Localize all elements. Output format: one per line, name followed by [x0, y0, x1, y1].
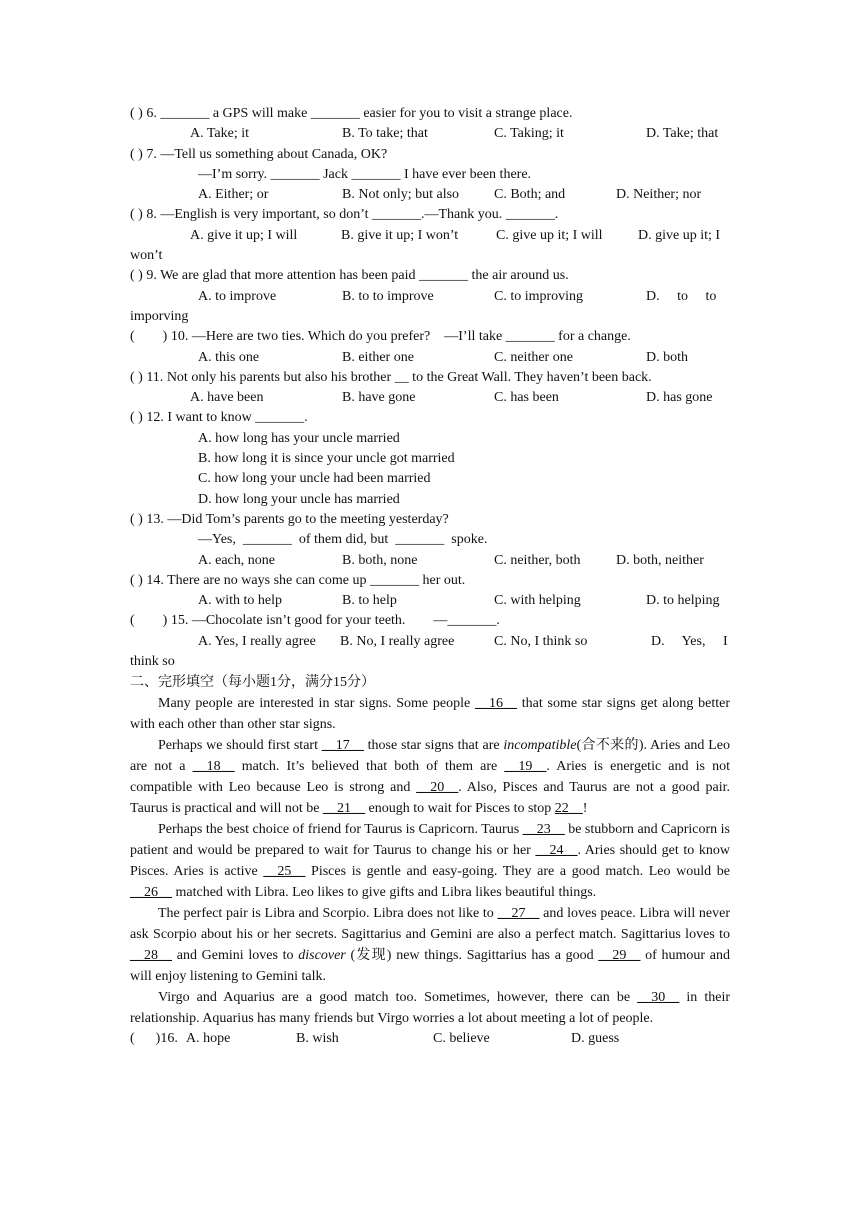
question-15: ( ) 15. —Chocolate isn’t good for your teeth. —_______.: [130, 613, 500, 629]
option-b: B. to help: [342, 593, 397, 609]
option-c: C. believe: [433, 1031, 490, 1047]
question-13-sub: —Yes, _______ of them did, but _______ spoke.: [198, 532, 488, 548]
question-9-wrap: imporving: [130, 308, 189, 324]
option-a: A. each, none: [198, 552, 275, 568]
question-14: ( ) 14. There are no ways she can come up _______ her out.: [130, 572, 466, 588]
option-c: C. neither, both: [494, 552, 581, 568]
question-6-options: [130, 124, 730, 144]
italic-term: discover: [298, 948, 346, 964]
option-d: D. give up it; I: [638, 227, 721, 243]
option-c: C. to improving: [494, 288, 584, 304]
option-c: C. with helping: [494, 593, 581, 609]
passage-paragraph-2: Perhaps we should first start __17__ those star signs that are incompatible(合不来的). Aries and Leo are not a __18__ match. It’s believed that both of them are __19__. Aries is energetic and is not compatible with Leo because Leo is strong and __20__. Also, Pisces and Taurus are not a good pair. Taurus is practical and will not be __21__ enough to wait for Pisces to stop 22__!: [130, 738, 730, 817]
option-c: C. Both; and: [494, 187, 566, 203]
option-b: B. how long it is since your uncle got married: [198, 451, 455, 467]
option-a: A. give it up; I will: [190, 227, 298, 243]
question-8-options: [130, 226, 730, 246]
blank-29: __29__: [598, 948, 641, 964]
question-15-wrap: think so: [130, 654, 175, 670]
option-d: D. to helping: [646, 593, 720, 609]
option-b: B. to to improve: [342, 288, 434, 304]
option-d: D. Yes, I: [651, 633, 728, 649]
question-11: ( ) 11. Not only his parents but also his brother __ to the Great Wall. They haven’t been back.: [130, 369, 652, 385]
question-7: ( ) 7. —Tell us something about Canada, OK?: [130, 146, 388, 162]
blank-23: __23__: [522, 822, 565, 838]
option-c: C. No, I think so: [494, 633, 588, 649]
passage-paragraph-4: The perfect pair is Libra and Scorpio. Libra does not like to __27__ and loves peace. Libra will never ask Scorpio about his or her secrets. Sagittarius and Gemini are also a perfect match. Sagittarius loves to __28__ and Gemini loves to discover (发现) new things. Sagittarius has a good __29__ of humour and will enjoy listening to Gemini talk.: [130, 906, 731, 985]
question-8-wrap: won’t: [130, 248, 163, 264]
blank-27: __27__: [497, 906, 540, 922]
option-a: A. this one: [198, 349, 260, 365]
question-7-options: [130, 185, 730, 205]
option-c: C. neither one: [494, 349, 573, 365]
question-12: ( ) 12. I want to know _______.: [130, 410, 308, 426]
blank-19: __19__: [504, 759, 547, 775]
question-13: ( ) 13. —Did Tom’s parents go to the meeting yesterday?: [130, 511, 449, 527]
question-10-options: [130, 348, 730, 368]
option-c: C. give up it; I will: [496, 227, 603, 243]
question-16: ( )16. A. hope B. wish C. believe D. guess: [130, 1029, 730, 1049]
question-7-sub: —I’m sorry. _______ Jack _______ I have ever been there.: [198, 166, 532, 182]
option-d: D. to to: [646, 288, 717, 304]
blank-28: __28__: [130, 948, 172, 964]
option-c: C. how long your uncle had been married: [198, 471, 431, 487]
blank-17: __17__: [321, 738, 364, 754]
section-2-title: 二、完形填空（每小题1分，满分15分）: [130, 675, 375, 691]
option-d: D. how long your uncle has married: [198, 491, 400, 507]
option-a: A. Yes, I really agree: [198, 633, 316, 649]
question-13-options: [130, 551, 730, 571]
blank-30: __30__: [637, 990, 680, 1006]
option-d: D. guess: [571, 1031, 620, 1047]
question-9-options: [130, 287, 730, 307]
option-b: B. No, I really agree: [340, 633, 455, 649]
question-8: ( ) 8. —English is very important, so don’t _______.—Thank you. _______.: [130, 207, 559, 223]
question-9: ( ) 9. We are glad that more attention has been paid _______ the air around us.: [130, 268, 569, 284]
blank-24: __24__: [535, 843, 578, 859]
question-14-options: [130, 591, 730, 611]
passage-paragraph-3: Perhaps the best choice of friend for Taurus is Capricorn. Taurus __23__ be stubborn and Capricorn is patient and would be prepared to wait for Taurus to change his or her __24__. Aries should get to know Pisces. Aries is active __25__ Pisces is gentle and easy-going. They are a good match. Leo would be __26__ matched with Libra. Leo likes to give gifts and Libra likes beautiful things.: [130, 822, 730, 901]
option-b: B. both, none: [342, 552, 418, 568]
option-a: A. to improve: [198, 288, 277, 304]
blank-21: __21__: [323, 801, 366, 817]
blank-22: 22__: [554, 801, 583, 817]
passage-paragraph-1: Many people are interested in star signs. Some people __16__ that some star signs get along better with each other than other star signs.: [130, 696, 730, 733]
option-b: B. either one: [342, 349, 414, 365]
option-d: D. both: [646, 349, 688, 365]
option-c: C. Taking; it: [494, 126, 564, 142]
option-b: B. Not only; but also: [342, 187, 460, 203]
blank-20: __20__: [416, 780, 459, 796]
option-a: A. Either; or: [198, 187, 269, 203]
option-d: D. both, neither: [616, 552, 704, 568]
option-c: C. has been: [494, 390, 559, 406]
option-d: D. Neither; nor: [616, 187, 702, 203]
question-15-options: [130, 632, 730, 652]
option-a: A. Take; it: [190, 126, 250, 142]
question-11-options: [130, 388, 730, 408]
option-a: A. hope: [186, 1031, 231, 1047]
option-b: B. To take; that: [342, 126, 428, 142]
passage-paragraph-5: Virgo and Aquarius are a good match too. Sometimes, however, there can be __30__ in their relationship. Aquarius has many friends but Virgo worries a lot about meeting a lot of people.: [130, 990, 731, 1027]
option-a: A. how long has your uncle married: [198, 430, 400, 446]
italic-term: incompatible: [503, 738, 577, 754]
option-a: A. with to help: [198, 593, 282, 609]
blank-16: __16__: [475, 696, 517, 712]
option-b: B. wish: [296, 1031, 339, 1047]
option-d: D. Take; that: [646, 126, 719, 142]
option-b: B. give it up; I won’t: [341, 227, 459, 243]
blank-26: __26__: [130, 885, 172, 901]
option-a: A. have been: [190, 390, 264, 406]
option-b: B. have gone: [342, 390, 416, 406]
question-10: ( ) 10. —Here are two ties. Which do you prefer? —I’ll take _______ for a change.: [130, 329, 631, 345]
question-6: ( ) 6. _______ a GPS will make _______ easier for you to visit a strange place.: [130, 106, 573, 121]
option-d: D. has gone: [646, 390, 713, 406]
blank-25: __25__: [263, 864, 306, 880]
blank-18: __18__: [192, 759, 235, 775]
exam-page: [130, 104, 730, 1050]
